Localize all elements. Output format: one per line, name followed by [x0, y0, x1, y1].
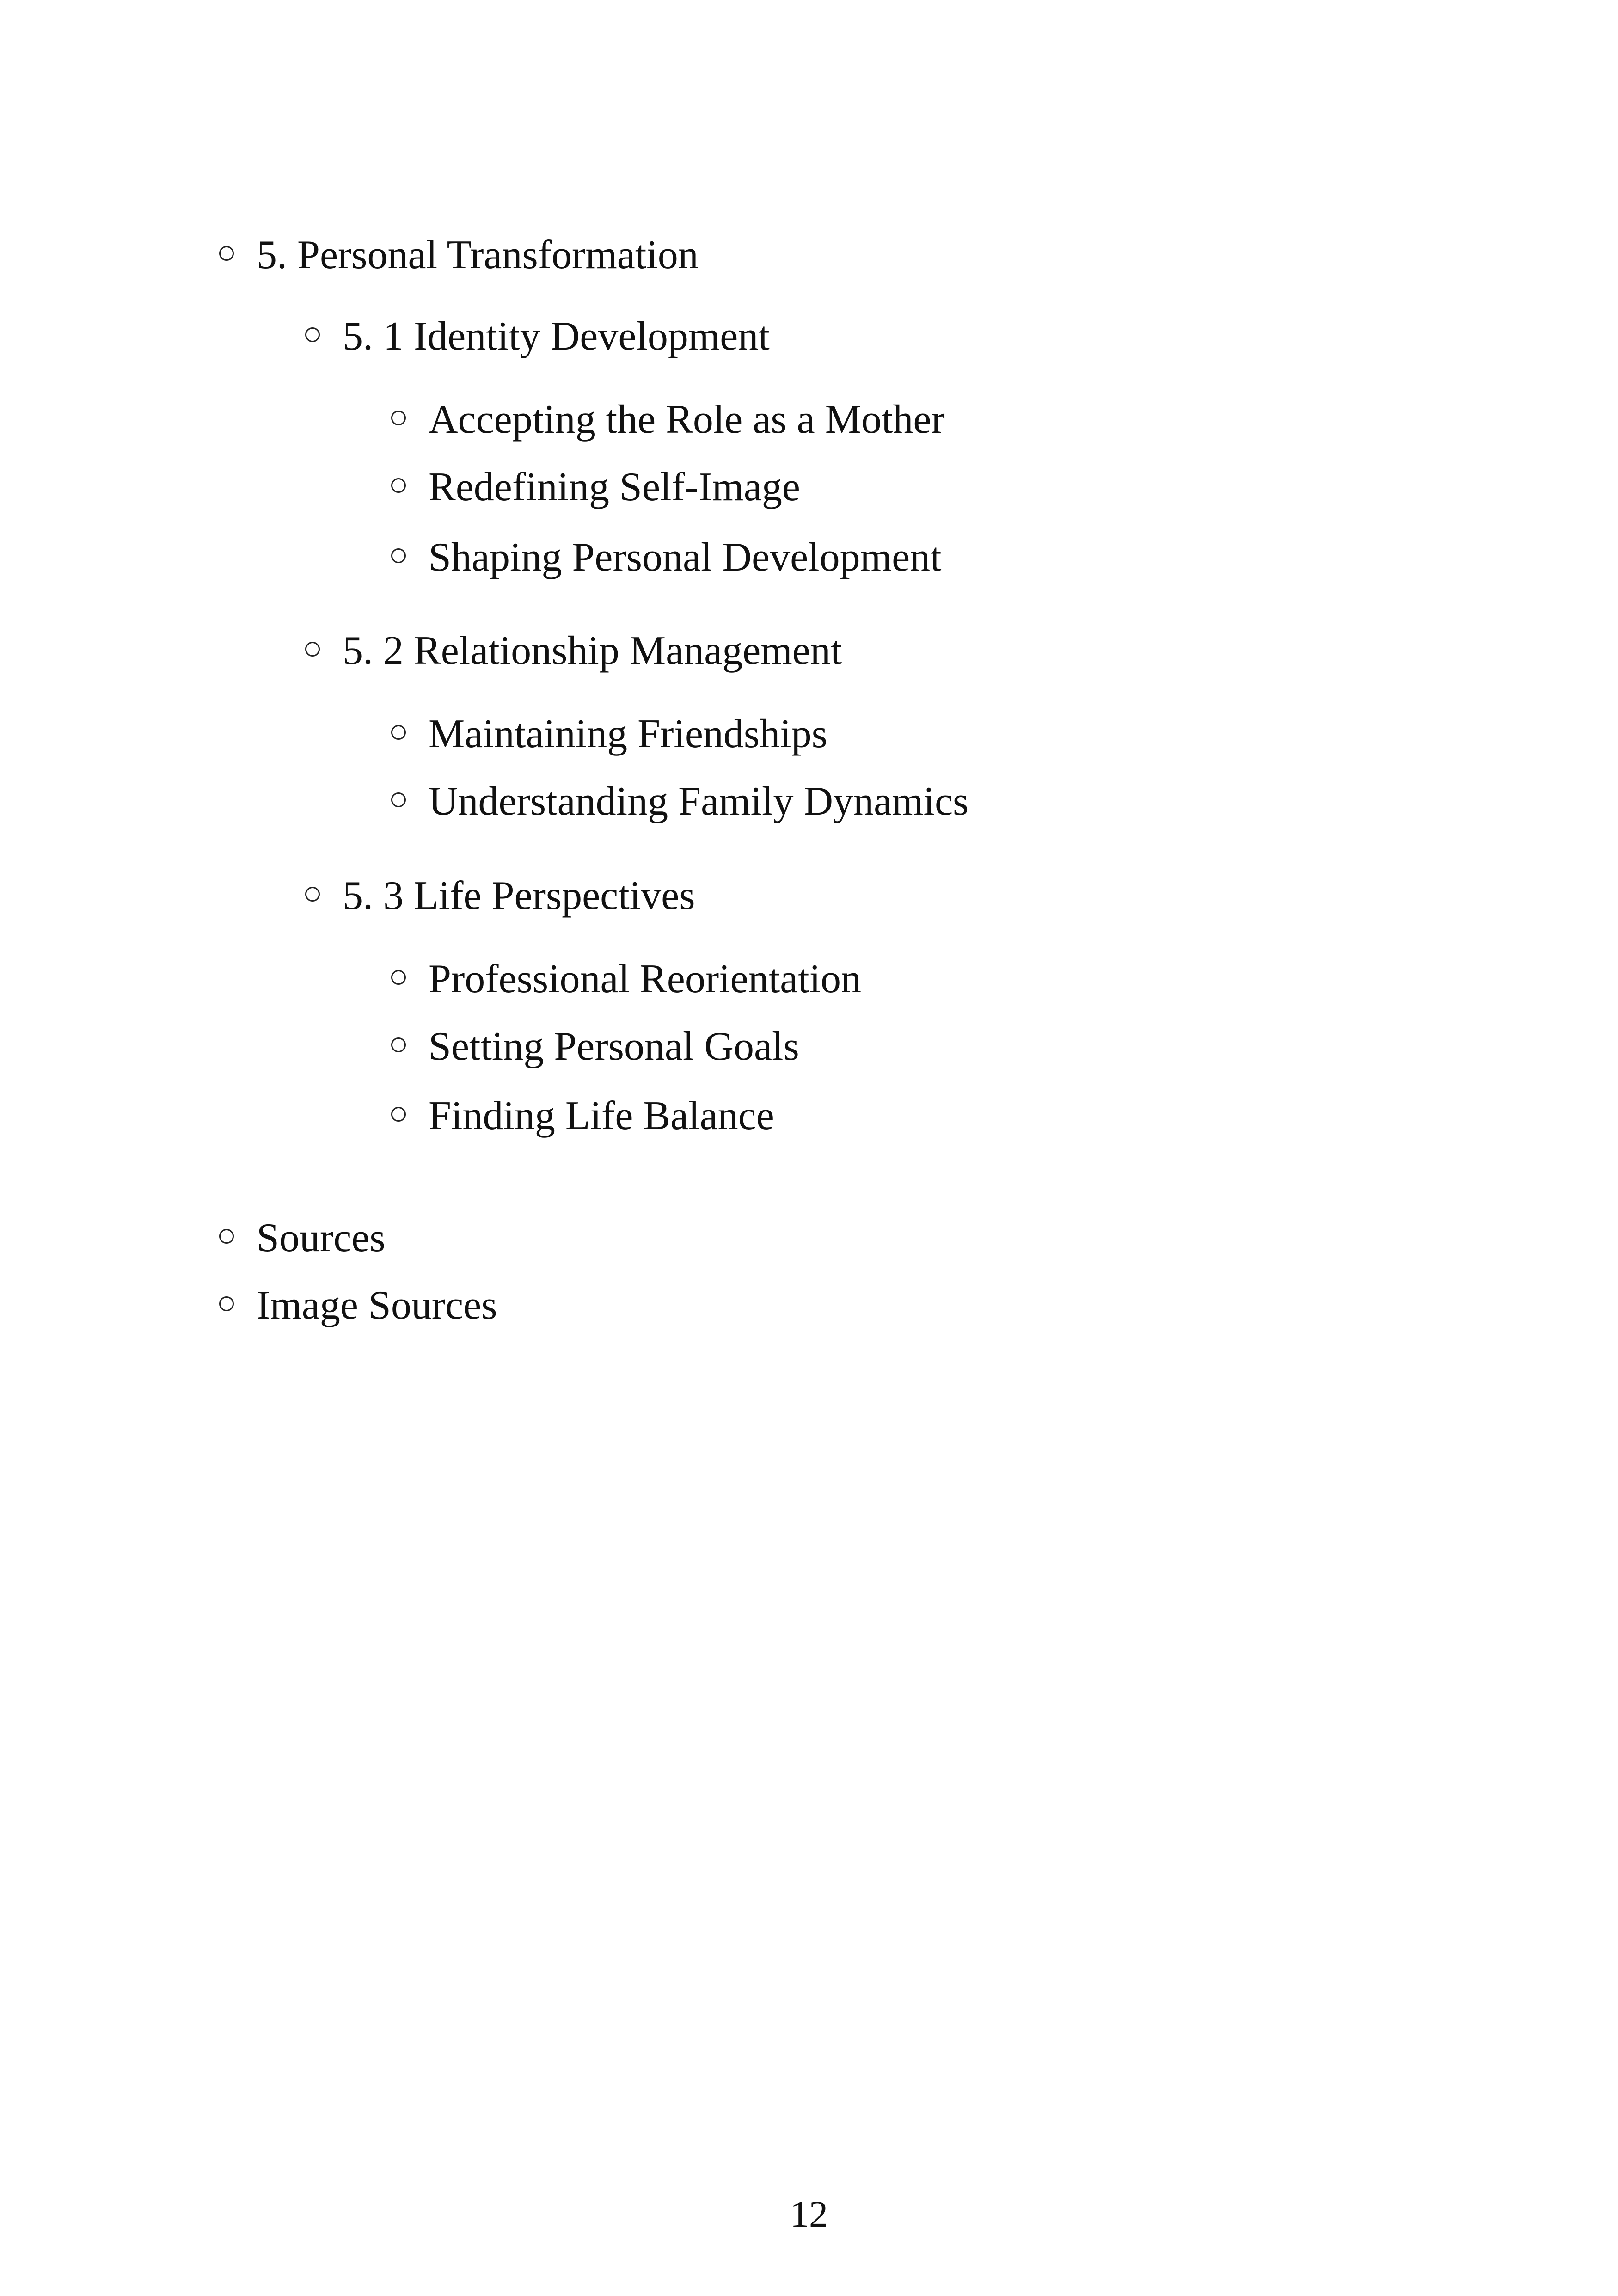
outline-item-redefining-self-image: Redefining Self-Image	[429, 465, 800, 510]
bullet-circle-icon	[391, 548, 406, 563]
bullet-circle-icon	[305, 327, 320, 342]
outline-item-identity-development: 5. 1 Identity Development	[343, 314, 770, 359]
outline-item-shaping-personal-development: Shaping Personal Development	[429, 535, 942, 580]
outline-item-sources: Sources	[257, 1216, 386, 1260]
bullet-circle-icon	[391, 725, 406, 740]
bullet-circle-icon	[305, 642, 320, 657]
bullet-circle-icon	[391, 411, 406, 425]
bullet-circle-icon	[391, 1037, 406, 1052]
outline-item-maintaining-friendships: Maintaining Friendships	[429, 712, 827, 756]
bullet-circle-icon	[391, 792, 406, 807]
bullet-circle-icon	[391, 478, 406, 493]
page-number: 12	[790, 2193, 828, 2235]
outline-item-professional-reorientation: Professional Reorientation	[429, 957, 862, 1001]
outline-item-finding-life-balance: Finding Life Balance	[429, 1093, 774, 1138]
outline-item-image-sources: Image Sources	[257, 1283, 497, 1328]
outline-item-personal-transformation: 5. Personal Transformation	[257, 233, 699, 277]
outline-item-relationship-management: 5. 2 Relationship Management	[343, 628, 842, 673]
outline-item-life-perspectives: 5. 3 Life Perspectives	[343, 873, 695, 918]
bullet-circle-icon	[219, 1296, 234, 1311]
bullet-circle-icon	[219, 1229, 234, 1244]
bullet-circle-icon	[305, 887, 320, 902]
bullet-circle-icon	[391, 970, 406, 985]
outline-item-family-dynamics: Understanding Family Dynamics	[429, 779, 969, 824]
bullet-circle-icon	[219, 246, 234, 261]
bullet-circle-icon	[391, 1107, 406, 1122]
outline-item-setting-personal-goals: Setting Personal Goals	[429, 1024, 799, 1069]
outline-item-accepting-role: Accepting the Role as a Mother	[429, 397, 945, 442]
